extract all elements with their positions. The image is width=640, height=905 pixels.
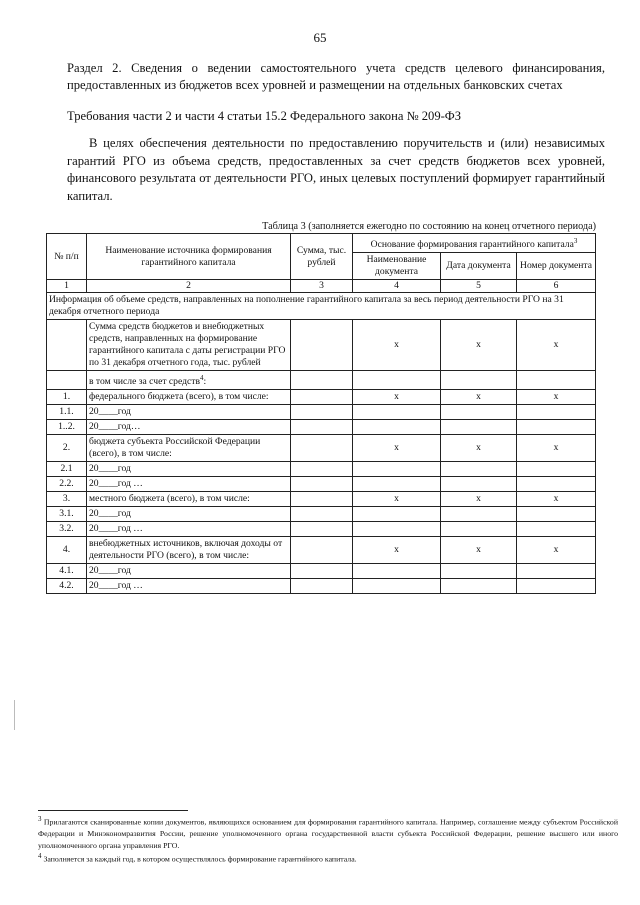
table-cell (47, 320, 87, 371)
intro-paragraph-text: В целях обеспечения деятельности по предоставлению поручительств и (или) независимых гарантий РГО из объема средств, предоставленных за счет средств бюджетов всех уровней, финансового результата от деятельности РГО, иных целевых поступлений формирует гарантийный капитал. (67, 136, 605, 203)
table-cell (291, 320, 353, 371)
row-sum (291, 522, 353, 537)
guarantee-capital-table (46, 233, 596, 594)
row-number: 2.1 (47, 462, 87, 477)
table-cell (441, 405, 517, 420)
footnote-ref-4: 4 (199, 374, 204, 383)
table-row (47, 390, 596, 405)
row-number: 1.1. (47, 405, 87, 420)
table-row (47, 537, 596, 564)
table-cell (353, 522, 441, 537)
row-sum (291, 564, 353, 579)
row-source-name: 20____год … (87, 579, 291, 594)
table-cell (441, 462, 517, 477)
header-source: Наименование источника формирования гарантийного капитала (87, 234, 291, 280)
total-row-label: Сумма средств бюджетов и внебюджетных средств, направленных на формирование гарантийного капитала с даты регистрации РГО по 31 декабря отчетного года, тыс. рублей (87, 320, 291, 371)
row-sum (291, 537, 353, 564)
col-number: 1 (47, 280, 87, 293)
table-cell (47, 371, 87, 390)
row-sum (291, 405, 353, 420)
x-mark: x (517, 492, 596, 507)
table-caption: Таблица 3 (заполняется ежегодно по состоянию на конец отчетного периода) (262, 221, 596, 232)
header-doc-date: Дата документа (441, 253, 517, 280)
x-mark: x (353, 390, 441, 405)
table-cell (517, 477, 596, 492)
header-num: № п/п (47, 234, 87, 280)
header-doc-num: Номер документа (517, 253, 596, 280)
table-cell (353, 507, 441, 522)
scan-mark (14, 700, 15, 730)
table-row (47, 405, 596, 420)
row-number: 3.2. (47, 522, 87, 537)
x-mark: x (353, 537, 441, 564)
row-number: 3.1. (47, 507, 87, 522)
row-sum (291, 435, 353, 462)
row-source-name: 20____год (87, 564, 291, 579)
row-sum (291, 420, 353, 435)
x-mark: x (353, 435, 441, 462)
table-cell (517, 564, 596, 579)
row-source-name: 20____год … (87, 522, 291, 537)
row-source-name: 20____год … (87, 477, 291, 492)
footnote-4 (38, 851, 618, 865)
x-mark: x (441, 320, 517, 371)
table-row (47, 507, 596, 522)
row-source-name: 20____год… (87, 420, 291, 435)
col-number: 4 (353, 280, 441, 293)
table-cell (441, 564, 517, 579)
footnote-text: Прилагаются сканированные копии документов, являющихся основанием для формирования гарантийного капитала. Например, соглашение между субъектом Российской Федерации и Минэкономразвития России, решение уполномоченного органа государственной власти субъекта Российской Федерации, решение высшего или иного уполномоченного органа управления РГО. (38, 817, 618, 850)
table-cell (353, 371, 441, 390)
table-row (47, 477, 596, 492)
including-row-text: в том числе за счет средств (89, 376, 200, 388)
footnote-text: Заполняется за каждый год, в котором осуществлялось формирование гарантийного капитала. (43, 854, 357, 864)
table-row (47, 435, 596, 462)
row-number: 4.2. (47, 579, 87, 594)
row-number: 4. (47, 537, 87, 564)
x-mark: x (441, 435, 517, 462)
x-mark: x (441, 537, 517, 564)
row-number: 2. (47, 435, 87, 462)
table-cell (517, 579, 596, 594)
row-number: 4.1. (47, 564, 87, 579)
table-cell (291, 371, 353, 390)
row-number: 1. (47, 390, 87, 405)
table-row (47, 579, 596, 594)
table-cell (441, 371, 517, 390)
table-cell (517, 462, 596, 477)
footnote-mark: 3 (38, 815, 42, 823)
row-sum (291, 477, 353, 492)
row-source-name: бюджета субъекта Российской Федерации (всего), в том числе: (87, 435, 291, 462)
table-cell (353, 564, 441, 579)
row-number: 1..2. (47, 420, 87, 435)
table-cell (517, 371, 596, 390)
table-cell (441, 420, 517, 435)
table-row (47, 564, 596, 579)
section-title: Раздел 2. Сведения о ведении самостоятельного учета средств целевого финансирования, предоставленных из бюджетов всех уровней и размещении на отдельных банковских счетах (67, 61, 605, 92)
x-mark: x (441, 390, 517, 405)
header-basis-text: Основание формирования гарантийного капитала (370, 239, 574, 251)
footnote-3 (38, 814, 618, 851)
table-cell (441, 477, 517, 492)
header-basis (353, 234, 596, 253)
footnote-mark: 4 (38, 852, 42, 860)
table-cell (353, 477, 441, 492)
table-row (47, 522, 596, 537)
x-mark: x (353, 320, 441, 371)
row-source-name: федерального бюджета (всего), в том числе: (87, 390, 291, 405)
table-row (47, 492, 596, 507)
row-sum (291, 462, 353, 477)
header-sum: Сумма, тыс. рублей (291, 234, 353, 280)
row-sum (291, 507, 353, 522)
including-row-label: в том числе за счет средств$^4$: (87, 371, 291, 390)
footnote-divider (38, 810, 188, 811)
table-cell (441, 507, 517, 522)
row-sum (291, 579, 353, 594)
x-mark: x (353, 492, 441, 507)
header-doc-name: Наименование документа (353, 253, 441, 280)
col-number: 5 (441, 280, 517, 293)
row-sum (291, 390, 353, 405)
col-number: 3 (291, 280, 353, 293)
row-source-name: 20____год (87, 507, 291, 522)
table-cell (441, 579, 517, 594)
row-source-name: местного бюджета (всего), в том числе: (87, 492, 291, 507)
table-cell (353, 420, 441, 435)
requirements-line: Требования части 2 и части 4 статьи 15.2 Федерального закона № 209-ФЗ (67, 109, 462, 123)
intro-paragraph (67, 135, 605, 205)
x-mark: x (517, 320, 596, 371)
x-mark: x (517, 390, 596, 405)
row-source-name: 20____год (87, 462, 291, 477)
table-cell (353, 405, 441, 420)
col-number: 6 (517, 280, 596, 293)
table-cell (353, 462, 441, 477)
table-row (47, 462, 596, 477)
info-row: Информация об объеме средств, направленных на пополнение гарантийного капитала за весь период деятельности РГО на 31 декабря отчетного периода (47, 293, 596, 320)
x-mark: x (441, 492, 517, 507)
table-cell (517, 420, 596, 435)
table-cell (517, 522, 596, 537)
row-number: 2.2. (47, 477, 87, 492)
footnote-ref-3: 3 (573, 237, 578, 245)
page-number: 65 (313, 30, 327, 45)
table-cell (353, 579, 441, 594)
row-source-name: 20____год (87, 405, 291, 420)
row-number: 3. (47, 492, 87, 507)
x-mark: x (517, 435, 596, 462)
table-cell (517, 405, 596, 420)
table-row (47, 420, 596, 435)
x-mark: x (517, 537, 596, 564)
col-number: 2 (87, 280, 291, 293)
row-source-name: внебюджетных источников, включая доходы от деятельности РГО (всего), в том числе: (87, 537, 291, 564)
table-cell (517, 507, 596, 522)
row-sum (291, 492, 353, 507)
table-cell (441, 522, 517, 537)
